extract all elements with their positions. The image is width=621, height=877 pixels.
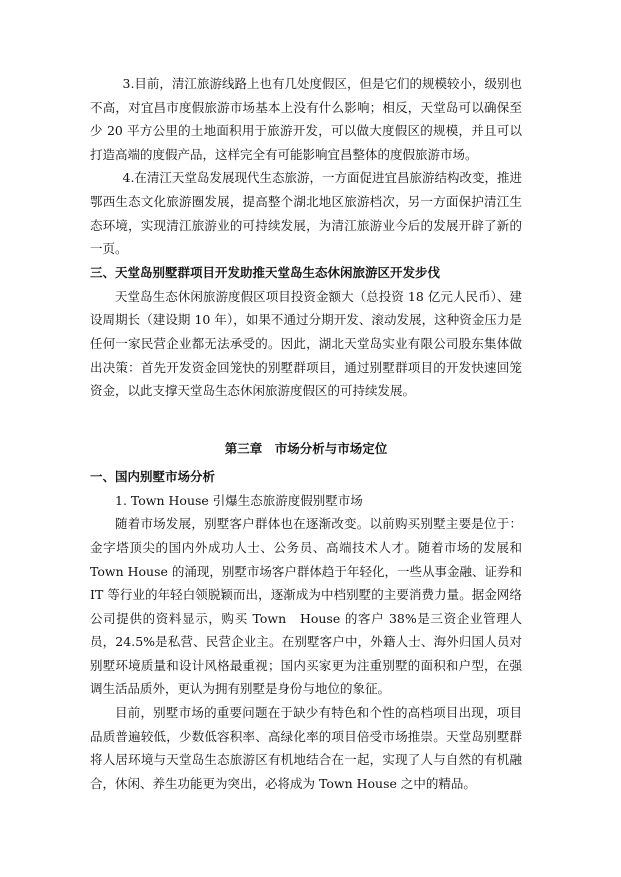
section-heading-3: 三、天堂岛别墅群项目开发助推天堂岛生态休闲旅游区开发步伐 [90, 264, 441, 280]
market-paragraph-1: 随着市场发展，别墅客户群体也在逐渐改变。以前购买别墅主要是位于：金字塔顶尖的国内外成功人士、公务员、高端技术人才。随着市场的发展和 Town House 的涌现，别墅市场客户群体趋于年轻化，一些从事金融、证券和 IT 等行业的年轻白领脱颖而出，逐渐成为中档别墅的主要消费力量。据金网络公司提供的资料显示，购买 Town House 的客户 38%是三资企业管理人员，24.5%是私营、民营企业主。在别墅客户中，外籍人士、海外归国人员对别墅环境质量和设计风格最重视；国内买家更为注重别墅的面积和户型，在强调生活品质外，更认为拥有别墅是身份与地位的象征。 [90, 516, 522, 697]
subheading-town-house: 1. Town House 引爆生态旅游度假别墅市场 [115, 492, 363, 508]
chapter-title: 第三章 市场分析与市场定位 [224, 440, 388, 456]
paragraph-item-3: 3.目前，清江旅游线路上也有几处度假区，但是它们的规模较小，级别也不高，对宜昌市度假旅游市场基本上没有什么影响；相反，天堂岛可以确保至少 20 平方公里的土地面积用于旅游开发，可以做大度假区的规模，并且可以打造高端的度假产品，这样完全有可能影响宜昌整体的度假旅游市场。 [90, 76, 522, 162]
market-paragraph-2: 目前，别墅市场的重要问题在于缺少有特色和个性的高档项目出现，项目品质普遍较低，少数低容积率、高绿化率的项目倍受市场推崇。天堂岛别墅群将人居环境与天堂岛生态旅游区有机地结合在一起，实现了人与自然的有机融合，休闲、养生功能更为突出，必将成为 Town House 之中的精品。 [90, 705, 522, 791]
document-page [90, 72, 522, 795]
section-3-body: 天堂岛生态休闲旅游度假区项目投资金额大（总投资 18 亿元人民币）、建设周期长（建设期 10 年），如果不通过分期开发、滚动发展，这种资金压力是任何一家民营企业都无法承受的。因此，湖北天堂岛实业有限公司股东集体做出决策：首先开发资金回笼快的别墅群项目，通过别墅群项目的开发快速回笼资金，以此支撑天堂岛生态休闲旅游度假区的可持续发展。 [90, 288, 522, 399]
section-heading-1: 一、国内别墅市场分析 [90, 468, 216, 484]
paragraph-item-4: 4.在清江天堂岛发展现代生态旅游，一方面促进宜昌旅游结构改变，推进鄂西生态文化旅游圈发展，提高整个湖北地区旅游档次，另一方面保护清江生态环境，实现清江旅游业的可持续发展，为清江旅游业今后的发展开辟了新的一页。 [90, 170, 522, 257]
